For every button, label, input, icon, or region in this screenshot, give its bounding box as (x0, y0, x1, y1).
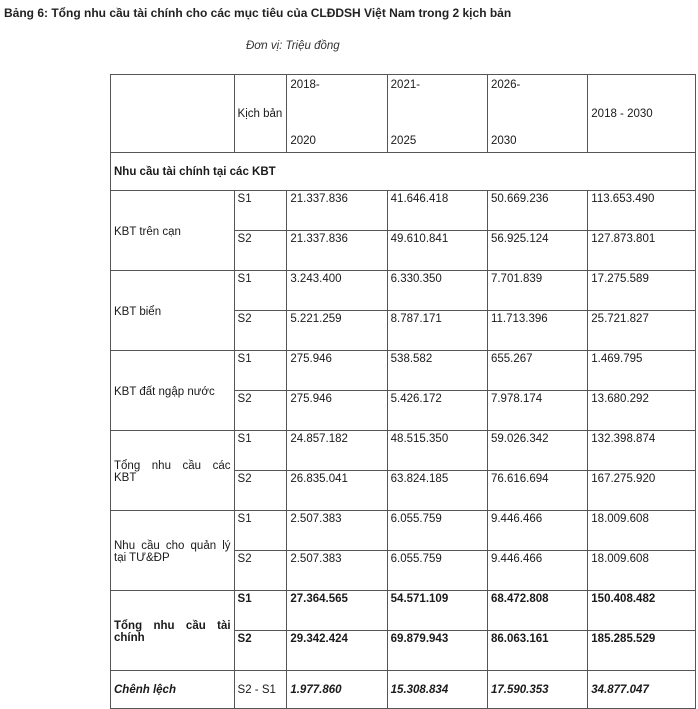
value-cell: 167.275.920 (588, 471, 696, 511)
value-cell: 5.426.172 (387, 391, 487, 431)
value-cell: 27.364.565 (287, 591, 387, 631)
row-group-label: KBT đất ngập nước (111, 351, 235, 431)
section-row (111, 153, 696, 191)
table-row (111, 351, 696, 391)
scenario-cell: S1 (234, 431, 287, 471)
difference-label: Chênh lệch (111, 671, 235, 709)
value-cell: 48.515.350 (387, 431, 487, 471)
value-cell: 275.946 (287, 351, 387, 391)
value-cell: 21.337.836 (287, 191, 387, 231)
value-cell: 9.446.466 (487, 551, 587, 591)
row-group-label: KBT trên cạn (111, 191, 235, 271)
row-group-label: Tổng nhu cầu tài chính (111, 591, 235, 671)
scenario-cell: S2 (234, 391, 287, 431)
value-cell: 6.055.759 (387, 511, 487, 551)
value-cell: 63.824.185 (387, 471, 487, 511)
value-cell: 56.925.124 (487, 231, 587, 271)
scenario-cell: S2 (234, 551, 287, 591)
scenario-cell: S1 (234, 591, 287, 631)
finance-table (110, 74, 696, 709)
value-cell: 2.507.383 (287, 551, 387, 591)
scenario-cell: S2 (234, 311, 287, 351)
row-group-label: KBT biển (111, 271, 235, 351)
scenario-cell: S1 (234, 191, 287, 231)
header-scenario: Kịch bản (234, 75, 287, 153)
header-period-1: 2018- 2020 (287, 75, 387, 153)
header-total: 2018 - 2030 (588, 75, 696, 153)
value-cell: 68.472.808 (487, 591, 587, 631)
value-cell: 7.978.174 (487, 391, 587, 431)
value-cell: 17.590.353 (487, 671, 587, 709)
scenario-cell: S2 (234, 631, 287, 671)
value-cell: 655.267 (487, 351, 587, 391)
value-cell: 6.330.350 (387, 271, 487, 311)
header-row (111, 75, 696, 153)
value-cell: 86.063.161 (487, 631, 587, 671)
table-row (111, 431, 696, 471)
value-cell: 8.787.171 (387, 311, 487, 351)
scenario-cell: S2 (234, 231, 287, 271)
value-cell: 113.653.490 (588, 191, 696, 231)
scenario-cell: S2 (234, 471, 287, 511)
value-cell: 1.469.795 (588, 351, 696, 391)
value-cell: 34.877.047 (588, 671, 696, 709)
scenario-cell: S2 - S1 (234, 671, 287, 709)
table-row (111, 591, 696, 631)
header-blank (111, 75, 235, 153)
row-group-label: Nhu cầu cho quản lý tại TƯ&ĐP (111, 511, 235, 591)
value-cell: 13.680.292 (588, 391, 696, 431)
row-group-label: Tổng nhu cầu các KBT (111, 431, 235, 511)
value-cell: 21.337.836 (287, 231, 387, 271)
header-period-2: 2021- 2025 (387, 75, 487, 153)
value-cell: 54.571.109 (387, 591, 487, 631)
value-cell: 50.669.236 (487, 191, 587, 231)
value-cell: 24.857.182 (287, 431, 387, 471)
table-row (111, 191, 696, 231)
value-cell: 2.507.383 (287, 511, 387, 551)
value-cell: 59.026.342 (487, 431, 587, 471)
value-cell: 7.701.839 (487, 271, 587, 311)
value-cell: 15.308.834 (387, 671, 487, 709)
value-cell: 18.009.608 (588, 511, 696, 551)
value-cell: 1.977.860 (287, 671, 387, 709)
value-cell: 69.879.943 (387, 631, 487, 671)
value-cell: 26.835.041 (287, 471, 387, 511)
value-cell: 17.275.589 (588, 271, 696, 311)
value-cell: 127.873.801 (588, 231, 696, 271)
value-cell: 9.446.466 (487, 511, 587, 551)
difference-row (111, 671, 696, 709)
value-cell: 18.009.608 (588, 551, 696, 591)
unit-note: Đơn vị: Triệu đồng (246, 40, 340, 52)
header-period-3: 2026- 2030 (487, 75, 587, 153)
section-title: Nhu cầu tài chính tại các KBT (111, 153, 696, 191)
value-cell: 3.243.400 (287, 271, 387, 311)
value-cell: 11.713.396 (487, 311, 587, 351)
value-cell: 76.616.694 (487, 471, 587, 511)
table-row (111, 511, 696, 551)
value-cell: 132.398.874 (588, 431, 696, 471)
value-cell: 5.221.259 (287, 311, 387, 351)
value-cell: 185.285.529 (588, 631, 696, 671)
value-cell: 538.582 (387, 351, 487, 391)
value-cell: 49.610.841 (387, 231, 487, 271)
value-cell: 275.946 (287, 391, 387, 431)
value-cell: 25.721.827 (588, 311, 696, 351)
table-caption: Bảng 6: Tổng nhu cầu tài chính cho các mục tiêu của CLĐDSH Việt Nam trong 2 kịch bản (4, 6, 512, 20)
value-cell: 150.408.482 (588, 591, 696, 631)
value-cell: 29.342.424 (287, 631, 387, 671)
scenario-cell: S1 (234, 351, 287, 391)
table-row (111, 271, 696, 311)
value-cell: 41.646.418 (387, 191, 487, 231)
value-cell: 6.055.759 (387, 551, 487, 591)
scenario-cell: S1 (234, 271, 287, 311)
scenario-cell: S1 (234, 511, 287, 551)
